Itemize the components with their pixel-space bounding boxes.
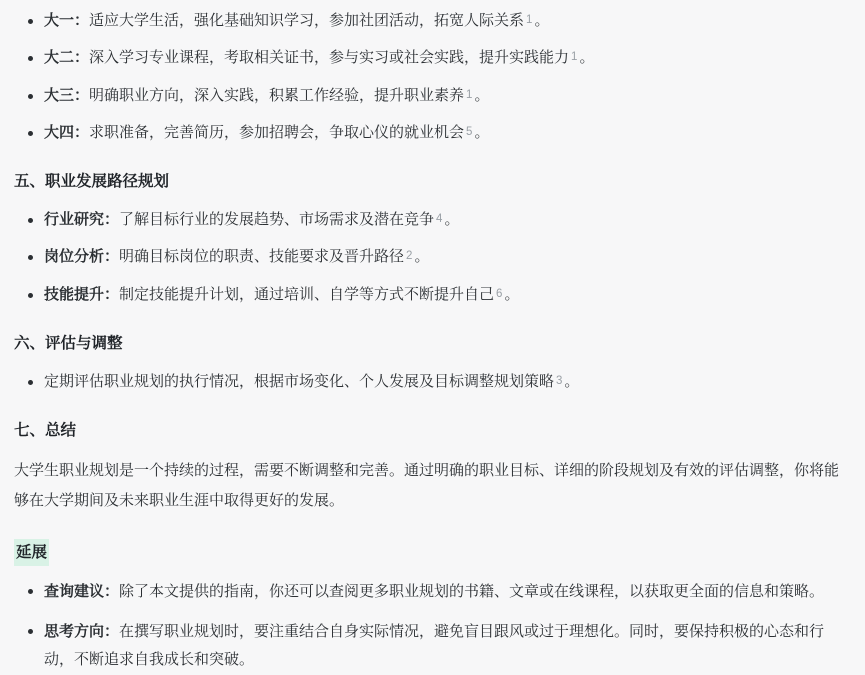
list-item-text: 明确目标岗位的职责、技能要求及晋升路径: [119, 248, 405, 266]
list-item-lead: 大一: [44, 12, 75, 29]
list-item-end: 。: [579, 49, 595, 67]
citation-marker[interactable]: 6: [496, 287, 503, 300]
section-heading-seven: 七、总结: [14, 422, 77, 440]
list-item: [14, 369, 847, 395]
citation-marker[interactable]: 1: [526, 14, 533, 26]
section-heading-five: 五、职业发展路径规划: [14, 173, 170, 190]
extend-heading: 延展: [14, 539, 49, 566]
list-item-lead: 行业研究: [44, 211, 105, 229]
citation-marker[interactable]: 4: [436, 213, 443, 226]
list-item-text: 了解目标行业的发展趋势、市场需求及潜在竞争: [119, 211, 435, 229]
list-item-separator: ：: [74, 123, 90, 141]
list-item-lead: 思考方向: [44, 622, 105, 640]
list-item-separator: ：: [104, 622, 120, 640]
list-item-end: 。: [414, 248, 430, 266]
citation-marker[interactable]: 1: [571, 51, 578, 64]
list-item: [14, 120, 847, 146]
list-item-separator: ：: [104, 583, 120, 600]
list-item: [14, 282, 847, 308]
list-item-end: 。: [474, 123, 490, 141]
list-item-lead: 查询建议: [44, 583, 105, 600]
list-item-end: 。: [444, 211, 460, 229]
list-item-separator: ：: [104, 248, 120, 266]
top-spacer: [14, 0, 847, 8]
list-item-text: 制定技能提升计划，通过培训、自学等方式不断提升自己: [119, 285, 495, 303]
section-heading-six: 六、评估与调整: [14, 334, 123, 352]
citation-marker[interactable]: 2: [406, 250, 413, 263]
list-item: [14, 244, 847, 270]
list-item-separator: ：: [104, 285, 120, 303]
list-item-lead: 大二: [44, 49, 75, 67]
list-item-text: 除了本文提供的指南，你还可以查阅更多职业规划的书籍、文章或在线课程，以获取更全面的信息和策略。: [119, 583, 825, 600]
summary-paragraph: 大学生职业规划是一个持续的过程，需要不断调整和完善。通过明确的职业目标、详细的阶段规划及有效的评估调整，你将能够在大学期间及未来职业生涯中取得更好的发展。: [14, 462, 840, 509]
list-item: [14, 83, 847, 109]
list-item-text: 明确职业方向，深入实践，积累工作经验，提升职业素养: [89, 86, 465, 104]
list-item-text: 适应大学生活，强化基础知识学习，参加社团活动，拓宽人际关系: [89, 12, 525, 29]
list-item-text: 定期评估职业规划的执行情况，根据市场变化、个人发展及目标调整规划策略: [44, 373, 555, 390]
list-item-separator: ：: [74, 86, 90, 104]
list-item: [14, 45, 847, 71]
citation-marker[interactable]: 3: [556, 375, 563, 387]
list-item-separator: ：: [104, 211, 120, 229]
list-item-end: 。: [504, 285, 520, 303]
evaluation-list: [14, 369, 847, 395]
grade-plan-list: [14, 8, 847, 146]
list-item-separator: ：: [74, 12, 90, 29]
list-item-end: 。: [564, 373, 580, 390]
list-item: [14, 207, 847, 233]
list-item: [14, 618, 847, 675]
citation-marker[interactable]: 5: [466, 125, 473, 138]
list-item-lead: 技能提升: [44, 285, 105, 303]
career-path-list: [14, 207, 847, 308]
citation-marker[interactable]: 1: [466, 88, 473, 101]
list-item-text: 深入学习专业课程，考取相关证书，参与实习或社会实践，提升实践能力: [89, 49, 570, 67]
extend-list: [14, 578, 847, 675]
list-item-text: 在撰写职业规划时，要注重结合自身实际情况，避免盲目跟风或过于理想化。同时，要保持积极的心态和行动，不断追求自我成长和突破。: [44, 622, 825, 668]
list-item-end: 。: [474, 86, 490, 104]
list-item-lead: 大三: [44, 86, 75, 104]
list-item-separator: ：: [74, 49, 90, 67]
list-item: [14, 578, 847, 607]
list-item: [14, 8, 847, 34]
list-item-end: 。: [534, 12, 550, 29]
list-item-lead: 大四: [44, 123, 75, 141]
list-item-text: 求职准备，完善简历，参加招聘会，争取心仪的就业机会: [89, 123, 465, 141]
list-item-lead: 岗位分析: [44, 248, 105, 266]
